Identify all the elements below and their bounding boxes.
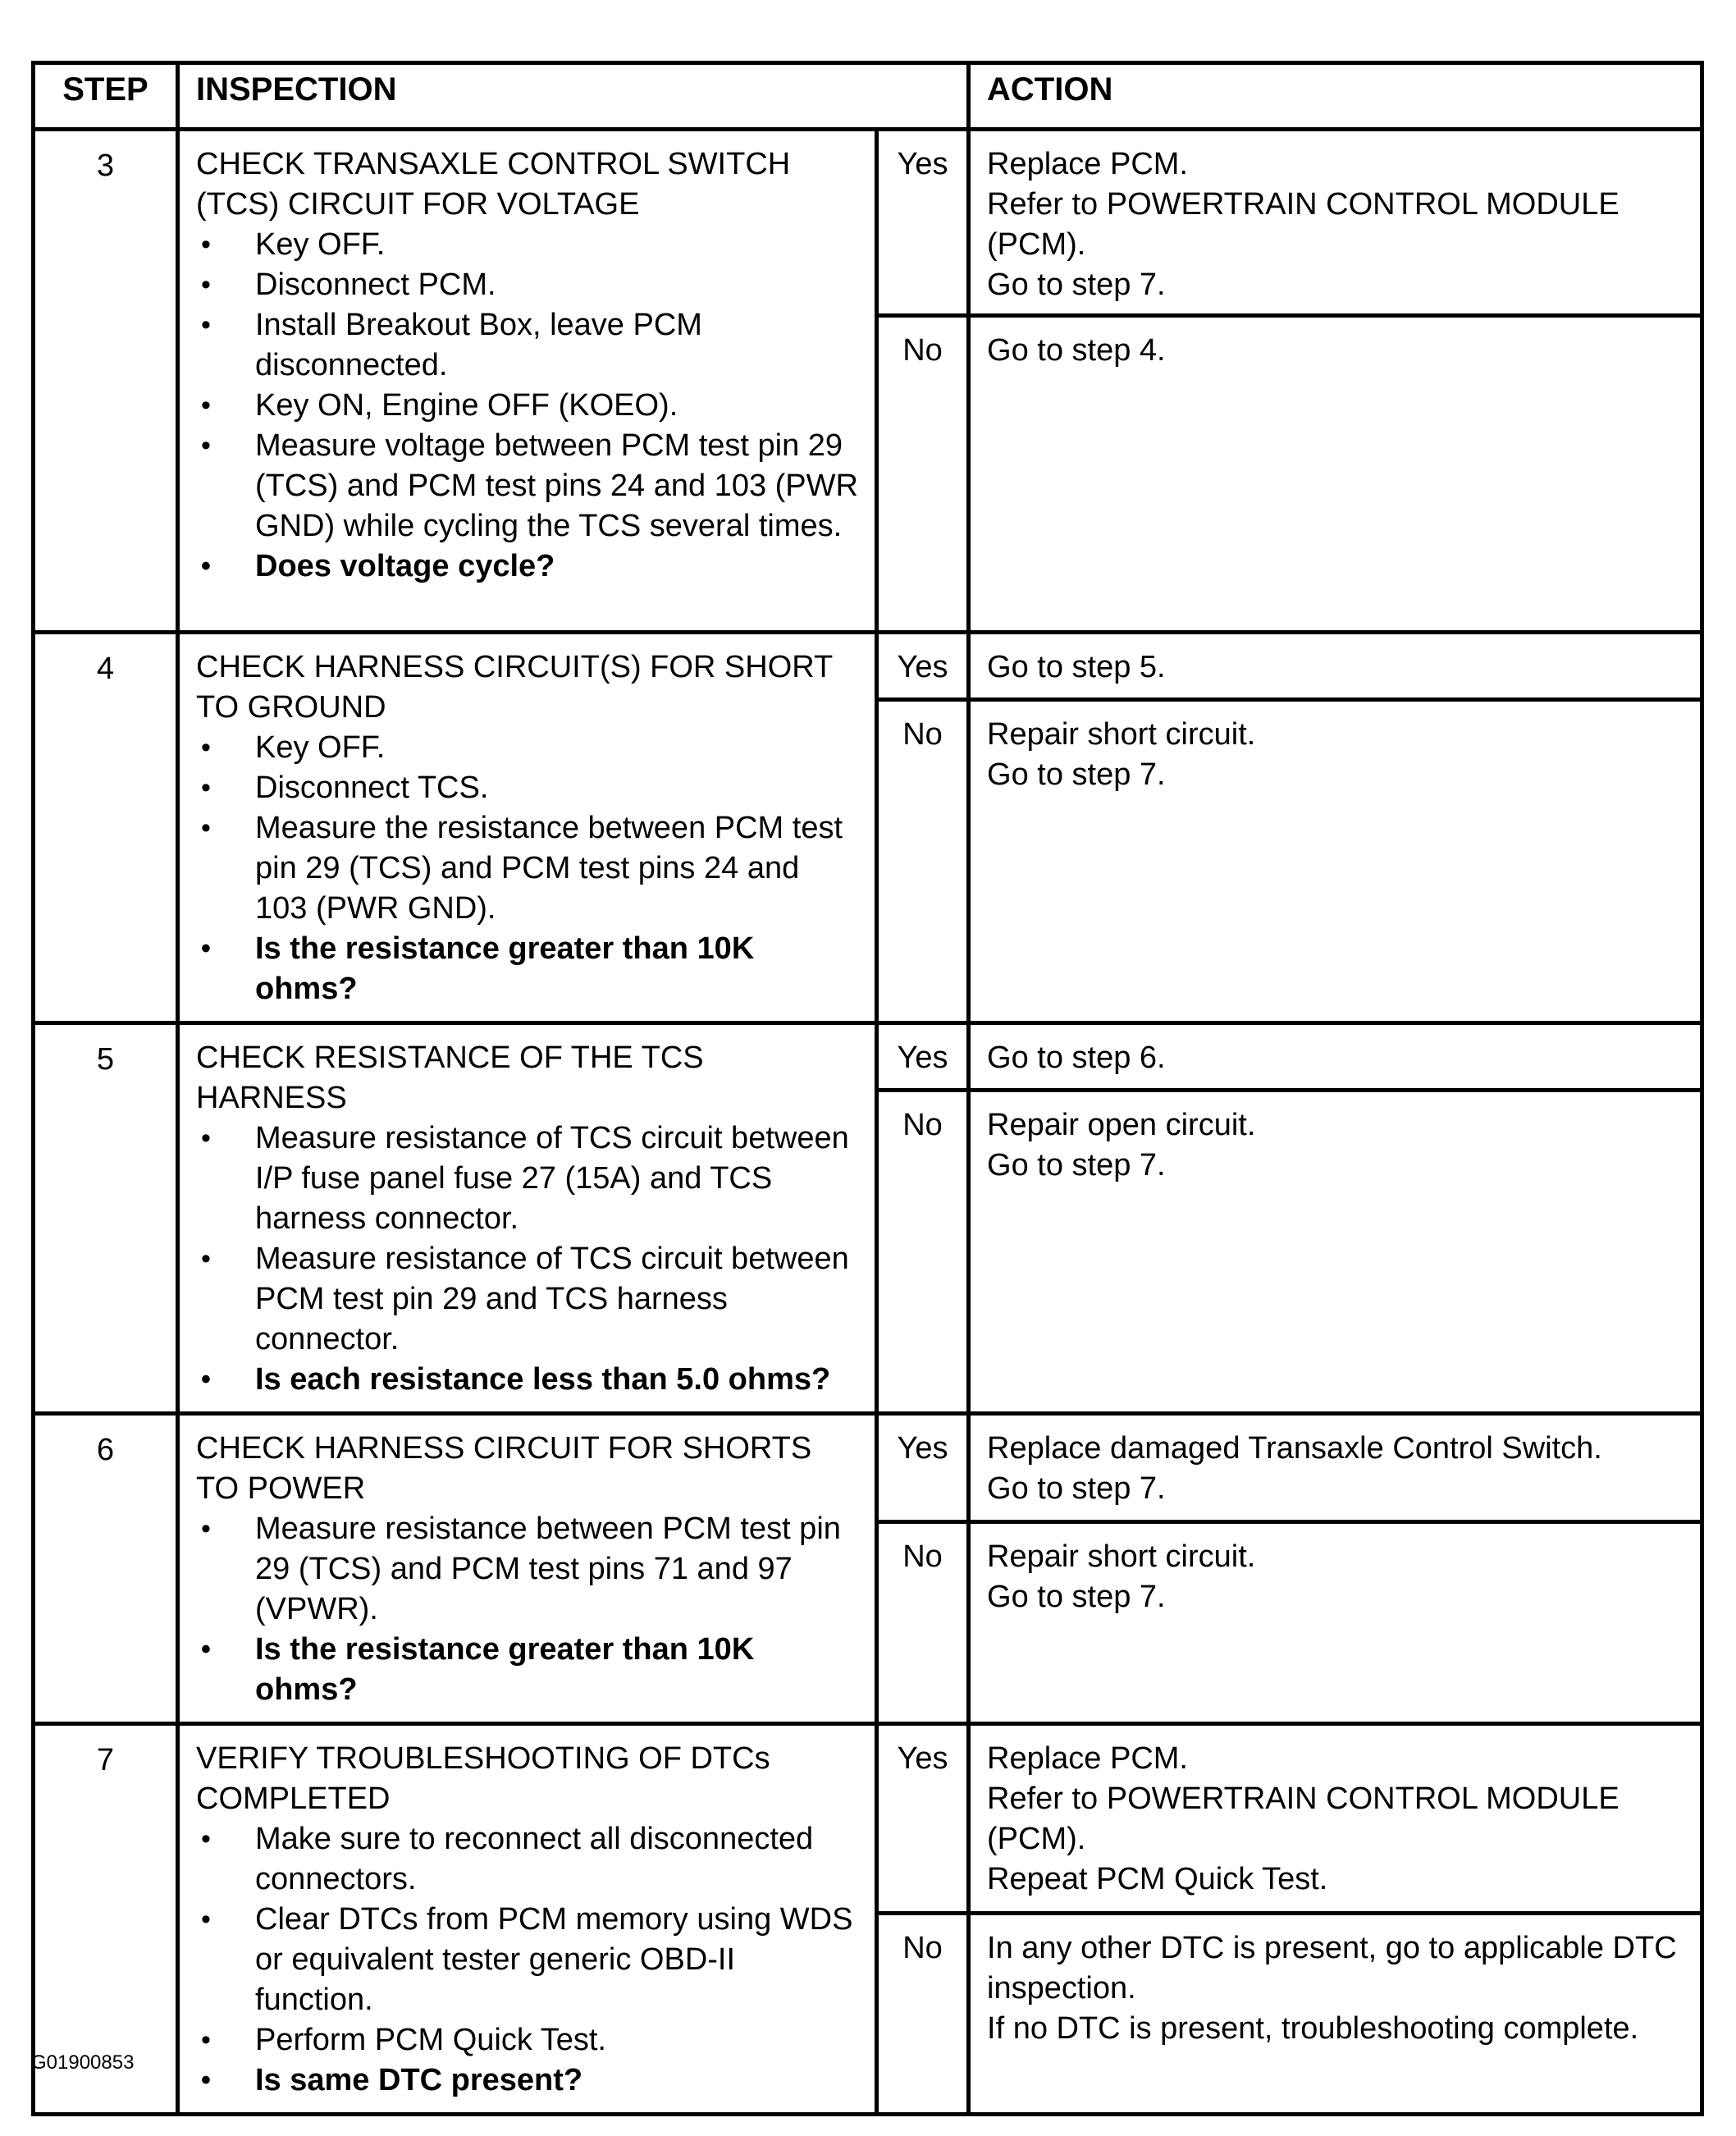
action-line: Go to step 6. bbox=[987, 1041, 1166, 1075]
inspection-question: • Is the resistance greater than 10K ohms? bbox=[196, 929, 860, 1009]
action-line: Refer to POWERTRAIN CONTROL MODULE (PCM). bbox=[987, 187, 1620, 262]
action-line: Go to step 4. bbox=[987, 333, 1166, 368]
table-row-step-6-yes bbox=[34, 1414, 1702, 1522]
inspection-step: • Measure resistance of TCS circuit between I/P fuse panel fuse 27 (15A) and TCS harness connector. bbox=[196, 1118, 860, 1239]
action-yes bbox=[969, 1724, 1702, 1914]
inspection-cell bbox=[178, 1724, 877, 2115]
inspection-steps-list bbox=[196, 1118, 860, 1400]
action-line: Repeat PCM Quick Test. bbox=[987, 1862, 1328, 1896]
inspection-step: • Key OFF. bbox=[196, 225, 860, 265]
inspection-step: • Measure the resistance between PCM test pin 29 (TCS) and PCM test pins 24 and 103 (PWR GND). bbox=[196, 808, 860, 929]
inspection-title: CHECK RESISTANCE OF THE TCS HARNESS bbox=[196, 1041, 704, 1115]
answer-yes: Yes bbox=[877, 1724, 969, 1914]
action-line: In any other DTC is present, go to applicable DTC inspection. bbox=[987, 1931, 1677, 2006]
answer-yes: Yes bbox=[877, 130, 969, 316]
inspection-cell bbox=[178, 633, 877, 1023]
action-no bbox=[969, 699, 1702, 1022]
answer-no: No bbox=[877, 699, 969, 1022]
inspection-steps-list bbox=[196, 1819, 860, 2101]
diagnostic-table-container bbox=[31, 61, 1700, 2116]
answer-yes: Yes bbox=[877, 1414, 969, 1522]
inspection-question: • Is each resistance less than 5.0 ohms? bbox=[196, 1360, 860, 1400]
figure-id: G01900853 bbox=[31, 2051, 135, 2074]
inspection-title: CHECK HARNESS CIRCUIT FOR SHORTS TO POWER bbox=[196, 1431, 812, 1506]
action-yes bbox=[969, 1414, 1702, 1522]
action-no bbox=[969, 1090, 1702, 1413]
action-yes bbox=[969, 1023, 1702, 1091]
action-yes bbox=[969, 130, 1702, 316]
inspection-cell bbox=[178, 1414, 877, 1724]
answer-yes: Yes bbox=[877, 1023, 969, 1091]
inspection-title: VERIFY TROUBLESHOOTING OF DTCs COMPLETED bbox=[196, 1741, 770, 1816]
inspection-step: • Install Breakout Box, leave PCM disconnected. bbox=[196, 305, 860, 386]
inspection-step: • Key OFF. bbox=[196, 728, 860, 768]
answer-no: No bbox=[877, 1090, 969, 1413]
inspection-title: CHECK HARNESS CIRCUIT(S) FOR SHORT TO GROUND bbox=[196, 650, 833, 725]
diagnostic-table bbox=[31, 61, 1704, 2116]
step-number: 4 bbox=[34, 633, 178, 1023]
inspection-question: • Is same DTC present? bbox=[196, 2061, 860, 2101]
step-number: 5 bbox=[34, 1023, 178, 1414]
table-row-step-4-yes bbox=[34, 633, 1702, 700]
action-line: Go to step 7. bbox=[987, 1471, 1166, 1506]
table-row-step-5-yes bbox=[34, 1023, 1702, 1091]
action-no bbox=[969, 1522, 1702, 1724]
answer-no: No bbox=[877, 316, 969, 633]
table-body bbox=[34, 130, 1702, 2115]
action-line: Go to step 7. bbox=[987, 1580, 1166, 1615]
action-line: Go to step 7. bbox=[987, 1147, 1166, 1182]
inspection-step: • Clear DTCs from PCM memory using WDS or equivalent tester generic OBD-II function. bbox=[196, 1900, 860, 2020]
inspection-steps-list bbox=[196, 225, 860, 587]
table-row-step-3-yes bbox=[34, 130, 1702, 316]
action-line: Go to step 7. bbox=[987, 268, 1166, 302]
action-line: If no DTC is present, troubleshooting complete. bbox=[987, 2011, 1639, 2047]
action-line: Replace damaged Transaxle Control Switch. bbox=[987, 1431, 1602, 1466]
action-line: Repair open circuit. bbox=[987, 1107, 1256, 1142]
header-step: STEP bbox=[34, 63, 178, 130]
inspection-step: • Measure resistance between PCM test pin 29 (TCS) and PCM test pins 71 and 97 (VPWR). bbox=[196, 1509, 860, 1630]
inspection-question: • Does voltage cycle? bbox=[196, 547, 860, 587]
inspection-steps-list bbox=[196, 1509, 860, 1710]
table-row-step-7-yes bbox=[34, 1724, 1702, 1914]
step-number: 3 bbox=[34, 130, 178, 633]
inspection-step: • Disconnect PCM. bbox=[196, 265, 860, 305]
action-yes bbox=[969, 633, 1702, 700]
action-no bbox=[969, 1914, 1702, 2115]
header-row bbox=[34, 63, 1702, 130]
header-action: ACTION bbox=[969, 63, 1702, 130]
inspection-step: • Measure voltage between PCM test pin 29 (TCS) and PCM test pins 24 and 103 (PWR GND) while cycling the TCS several times. bbox=[196, 426, 860, 547]
inspection-step: • Disconnect TCS. bbox=[196, 768, 860, 808]
action-line: Go to step 5. bbox=[987, 650, 1166, 684]
action-line: Repair short circuit. bbox=[987, 1539, 1256, 1575]
inspection-step: • Make sure to reconnect all disconnected connectors. bbox=[196, 1819, 860, 1900]
action-line: Refer to POWERTRAIN CONTROL MODULE (PCM). bbox=[987, 1782, 1620, 1856]
answer-no: No bbox=[877, 1522, 969, 1724]
inspection-cell bbox=[178, 130, 877, 633]
inspection-step: • Key ON, Engine OFF (KOEO). bbox=[196, 386, 860, 426]
answer-no: No bbox=[877, 1914, 969, 2115]
inspection-steps-list bbox=[196, 728, 860, 1009]
step-number: 6 bbox=[34, 1414, 178, 1724]
action-line: Repair short circuit. bbox=[987, 716, 1256, 752]
inspection-step: • Perform PCM Quick Test. bbox=[196, 2020, 860, 2061]
step-number: 7 bbox=[34, 1724, 178, 2115]
inspection-step: • Measure resistance of TCS circuit between PCM test pin 29 and TCS harness connector. bbox=[196, 1239, 860, 1360]
header-inspection: INSPECTION bbox=[178, 63, 969, 130]
action-line: Replace PCM. bbox=[987, 147, 1188, 181]
inspection-question: • Is the resistance greater than 10K ohms? bbox=[196, 1630, 860, 1710]
answer-yes: Yes bbox=[877, 633, 969, 700]
action-line: Replace PCM. bbox=[987, 1741, 1188, 1776]
inspection-cell bbox=[178, 1023, 877, 1414]
action-no bbox=[969, 316, 1702, 633]
inspection-title: CHECK TRANSAXLE CONTROL SWITCH (TCS) CIRCUIT FOR VOLTAGE bbox=[196, 147, 791, 222]
action-line: Go to step 7. bbox=[987, 757, 1166, 792]
